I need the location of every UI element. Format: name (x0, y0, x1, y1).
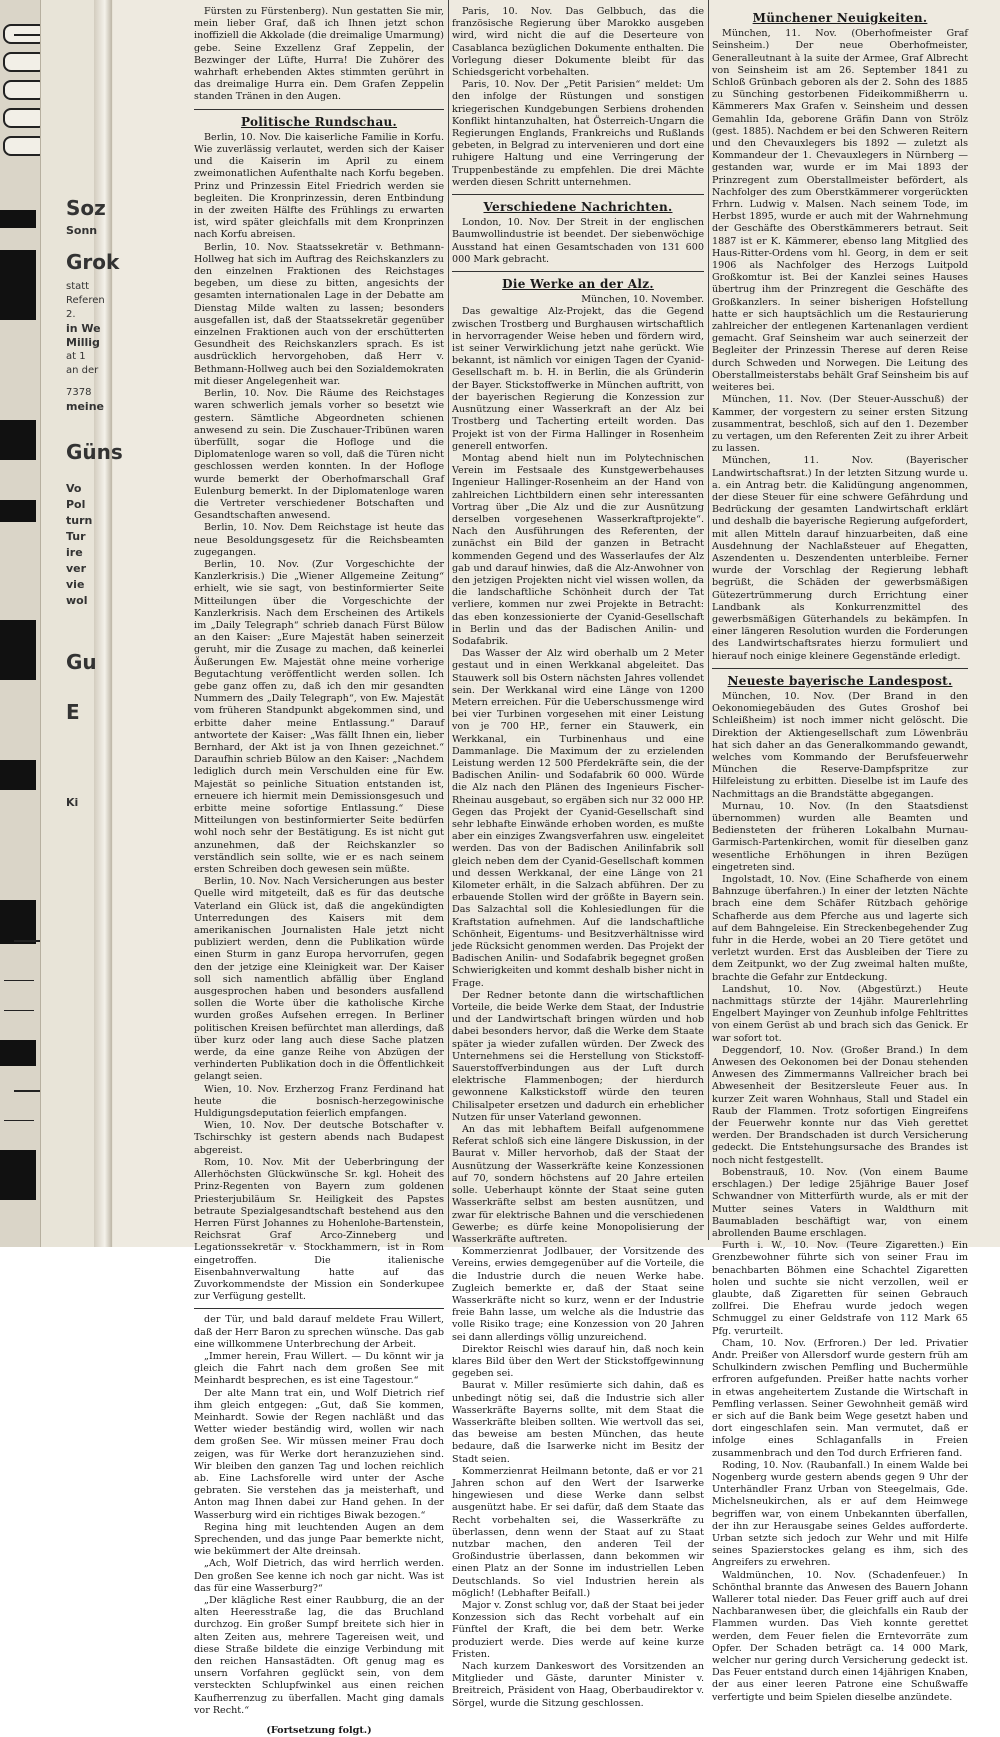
margin-fragment: Millig (66, 336, 100, 349)
margin-fragment: Tur (66, 530, 86, 543)
margin-fragment: statt (66, 281, 90, 292)
margin-fragment: 7378 (66, 387, 92, 398)
section-heading: Politische Rundschau. (240, 114, 398, 129)
continued-note: (Fortsetzung folgt.) (266, 1725, 372, 1737)
story-paragraph: „Immer herein, Frau Willert. — Du könnt wir ja gleich die Fahrt nach dem großen See mit Meinhardt besprechen, es ist eine Tagestour.“ (194, 1350, 444, 1387)
article-paragraph: London, 10. Nov. Der Streit in der englischen Baumwollindustrie ist beendet. Der siebenwöchige Ausstand hat einen Gesamtschaden von 131 600 000 Mark gebracht. (452, 217, 704, 265)
story-paragraph: Der alte Mann trat ein, und Wolf Dietrich rief ihm gleich entgegen: „Gut, daß Sie kommen, Meinhardt. Sowie der Regen nachläßt und das Wetter wieder beständig wird, wollen wir nach dem großen See. Wir müssen meiner Frau doch zeigen, was für Werke dort heranzuziehen sind. Wir bleiben den ganzen Tag und lochen reichlich ab. Eine Lachsforelle wird unter der Asche gebraten. Sie verstehen das ja meisterhaft, und Anton mag Ihnen dabei zur Hand gehen. In der Wasserburg wird ein richtiges Biwak bezogen.“ (194, 1387, 444, 1521)
black-margin-bar (0, 620, 36, 680)
story-paragraph: Regina hing mit leuchtenden Augen an dem Sprechenden, und das junge Paar bemerkte nicht, wie bekümmert der Alte dreinsah. (194, 1521, 444, 1558)
article-paragraph: Fürsten zu Fürstenberg). Nun gestatten Sie mir, mein lieber Graf, daß ich Ihnen jetzt schon inoffiziell die Akkolade (die dreimalige Umarmung) gebe. Seine Exzellenz Graf Zeppelin, der Bezwinger der Lüfte, Hurra! Die Zuhörer des wahrhaft erhebenden Aktes stimmten gerührt in das dreimalige Hurra ein. Dem Grafen Zeppelin standen Tränen in den Augen. (194, 6, 444, 103)
margin-fragment: meine (66, 400, 104, 413)
article-paragraph: Paris, 10. Nov. Der „Petit Parisien“ meldet: Um den infolge der Rüstungen und sonstigen kriegerischen Kundgebungen Serbiens drohenden Konflikt hintanzuhalten, hat Österreich-Ungarn die Regierungen Englands, Frankreichs und Rußlands gebeten, in Belgrad zu intervenieren und dort eine ruhigere Haltung und eine Verringerung der Truppenbestände zu empfehlen. Die drei Mächte werden diesen Schritt unternehmen. (452, 79, 704, 188)
margin-fragment: Güns (66, 440, 123, 464)
section-rule (452, 271, 704, 272)
article-paragraph: Major v. Zonst schlug vor, daß der Staat bei jeder Konzession sich das Recht vorbehalt auf ein Fünftel der Kraft, die bei dem betr. Werke produziert werde. Dies werde auf keine kurze Fristen. (452, 1600, 704, 1660)
article-paragraph: Berlin, 10. Nov. Die kaiserliche Familie in Korfu. Wie zuverlässig verlautet, werden sich der Kaiser und die Kaiserin im April zu einem zweimonatlichen Aufenthalte nach Korfu begeben. Prinz und Prinzessin Eitel Friedrich werden sie begleiten. Die Kronprinzessin, deren Entbindung in der zweiten Hälfte des Frühlings zu erwarten ist, wird später gleichfalls mit dem Kronprinzen nach Korfu abreisen. (194, 131, 444, 241)
article-paragraph: Berlin, 10. Nov. Nach Versicherungen aus bester Quelle wird mitgeteilt, daß es für das deutsche Vaterland ein Glück ist, daß die angekündigten Unterredungen des Kaisers mit dem amerikanischen Journalisten Hale jetzt nicht publiziert werden, denn die Publikation würde einen Sturm in ganz Europa hervorrufen, gegen den der jetzige eine Kleinigkeit war. Der Kaiser soll sich namentlich abfällig über England ausgesprochen haben und besonders ausfallend sollen die Worte über die katholische Kirche wurden großes Aufsehen erregen. In Berliner politischen Kreisen befürchtet man allerdings, daß über kurz oder lang auch diese Sache platzen werde, da eine ganze Reihe von Abzügen der verhinderten Publikation doch in die Öffentlichkeit gelangt seien. (194, 876, 444, 1083)
black-margin-bar (0, 760, 36, 790)
article-paragraph: Bobenstrauß, 10. Nov. (Von einem Baume erschlagen.) Der ledige 25jährige Bauer Josef Schwandner von Mitterfürth wurde, als er mit der Mutter seines Vaters in Waldthurn mit Baumabladen beschäftigt war, von einem abrollenden Baume erschlagen. (712, 1166, 968, 1239)
section-heading: Die Werke an der Alz. (502, 277, 654, 292)
margin-fragment: 2. (66, 309, 76, 320)
article-paragraph: Ingolstadt, 10. Nov. (Eine Schafherde von einem Bahnzuge überfahren.) In einer der letzten Nächte brach eine dem Schäfer Rützbach gehörige Schafherde aus dem Pferche aus und lagerte sich auf dem Bahngeleise. Ein Streckenbegehender Zug fuhr in die Herde, wobei an 20 Tiere getötet und verletzt wurden. Erst das Ausbleiben der Tiere zu dem Zeitpunkt, wo der Zug zweimal halten mußte, brachte die Gefahr zur Entdeckung. (712, 874, 968, 983)
story-paragraph: der Tür, und bald darauf meldete Frau Willert, daß der Herr Baron zu sprechen wünsche. Das gab eine willkommene Unterbrechung der Arbeit. (194, 1314, 444, 1350)
article-paragraph: Der Redner betonte dann die wirtschaftlichen Vorteile, die beide Werke dem Staat, der Industrie und der Landwirtschaft bringen würden und hob dabei besonders hervor, daß die Werke dem Staate später ja wieder zufallen würden. Der Zweck des Unternehmens sei die Herstellung von Stickstoff-Sauerstoffverbindungen aus der Luft durch elektrische Flammenbogen; der hierdurch gewonnene Kalkstickstoff würde den teuren Chilisalpeter ersetzen und dadurch ein erheblicher Nutzen für unser Vaterland gewonnen. (452, 989, 704, 1123)
section-rule (194, 109, 444, 110)
article-paragraph: Roding, 10. Nov. (Raubanfall.) In einem Walde bei Nogenberg wurde gestern abends gegen 9 Uhr der Unterhändler Franz Urban von Steegelmais, Gde. Michelsneukirchen, als er auf dem Heimwege begriffen war, von einem Unbekannten überfallen, der ihn zur Herausgabe seines Geldes aufforderte. Urban setzte sich jedoch zur Wehr und mit Hilfe seines Spazierstockes gelang es ihm, sich des Angreifers zu erwehren. (712, 1459, 968, 1569)
article-paragraph: Berlin, 10. Nov. Die Räume des Reichstages waren schwerlich jemals vorher so besetzt wie gestern. Sämtliche Abgeordneten schienen anwesend zu sein. Die Zuschauer-Tribünen waren überfüllt, sogar die Hofloge und die Diplomatenloge waren so voll, daß die Türen nicht geschlossen werden konnten. In der Hofloge wurde bemerkt der Oberhofmarschall Graf Eulenburg bemerkt. In der Diplomatenloge waren die Vertreter verschiedener Botschaften und Gesandtschaften anwesend. (194, 388, 444, 522)
margin-fragment: turn (66, 514, 93, 527)
black-margin-bar (0, 210, 36, 228)
article-paragraph: An das mit lebhaftem Beifall aufgenommene Referat schloß sich eine längere Diskussion, in der Baurat v. Miller hervorhob, daß der Staat der Ausnützung der Wasserkräfte keine Konzessionen auf 70, sondern höchstens auf 20 Jahre erteilen solle. Ueberhaupt könnte der Staat seine guten Wasserkräfte selbst am besten ausnützen, und zwar für elektrische Bahnen und die verschiedenen Gewerbe; es dürfe keine Monopolisierung der Wasserkräfte auftreten. (452, 1124, 704, 1245)
article-paragraph: Deggendorf, 10. Nov. (Großer Brand.) In dem Anwesen des Oekonomen bei der Donau stehenden Anwesen des Zimmermanns Vallreicher brach bei Abwesenheit der Besitzersleute Feuer aus. In kurzer Zeit waren Wohnhaus, Stall und Stadel ein Raub der Flammen. Trotz sofortigen Eingreifens der Feuerwehr konnte nur das Vieh gerettet werden. Der Brandschaden ist durch Versicherung gedeckt. Die Entstehungsursache des Brandes ist noch nicht festgestellt. (712, 1044, 968, 1166)
article-paragraph: Berlin, 10. Nov. Dem Reichstage ist heute das neue Besoldungsgesetz für die Reichsbeamten zugegangen. (194, 522, 444, 558)
margin-fragment: E (66, 700, 80, 724)
margin-fragment: Sonn (66, 224, 98, 237)
margin-rule (4, 1010, 34, 1011)
section-heading: Münchener Neuigkeiten. (752, 11, 928, 25)
margin-rule (4, 1120, 34, 1121)
column-politics (194, 6, 444, 1737)
column-news-alz (452, 6, 704, 1709)
margin-fragment: Grok (66, 250, 120, 274)
article-paragraph: München, 11. Nov. (Bayerischer Landwirtschaftsrat.) In der letzten Sitzung wurde u. a. ein Antrag betr. die Kalidüngung angenommen, der diese Steuer für eine schwere Gefährdung und Bedrückung der gesamten Landwirtschaft erklärt und deshalb die bayerische Regierung aufgefordert, mit allen Mitteln darauf hinzuarbeiten, daß eine Ausdehnung der Nachlaßsteuer auf Ehegatten, Aszendenten u. Deszendenten unterbleibe. Ferner wurde der Vorschlag der Regierung lebhaft begrüßt, die Schäden der gewerbsmäßigen Gütezertrümmerung durch Errichtung einer Landbank als Konkurrenzmittel des gewerbsmäßigen Güterhandels zu bekämpfen. In einer längeren Resolution wurden die Forderungen des Landwirtschaftsrates hierzu formuliert und hierauf noch einige kleinere Gegenstände erledigt. (712, 455, 968, 662)
margin-fragment: Gu (66, 650, 97, 674)
article-paragraph: Das gewaltige Alz-Projekt, das die Gegend zwischen Trostberg und Burghausen wirtschaftlich in hervorragender Weise heben und fördern wird, ist seiner Verwirklichung jetzt nahe gerückt. Wie bekannt, ist nämlich vor einigen Tagen der Cyanid-Gesellschaft m. b. H. in Berlin, die als Gründerin der Bayer. Stickstoffwerke in München auftritt, von der bayerischen Regierung die Konzession zur Ausnützung einer Wasserkraft an der Alz bei Trostberg und Tacherting erteilt worden. Das Projekt ist von der Firma Hallinger in Rosenheim generell entworfen. (452, 306, 704, 452)
page-fold (94, 0, 112, 1247)
article-paragraph: Baurat v. Miller resümierte sich dahin, daß es unbedingt nötig sei, daß die Industrie sich aller Wasserkräfte Bayerns sollte, mit dem Staat die Wasserkräfte bleiben sollten. Wie wertvoll das sei, das beweise am besten München, das heute bedaure, daß die Isarwerke nicht im Besitz der Stadt seien. (452, 1380, 704, 1465)
column-munich-news (712, 6, 968, 1703)
article-paragraph: Furth i. W., 10. Nov. (Teure Zigaretten.) Ein Grenzbewohner führte sich von seiner Frau im benachbarten Böhmen eine Schachtel Zigaretten holen und suchte sie nicht verzollen, weil er glaubte, daß Zigaretten für seinen Gebrauch zollfrei. Die Ehefrau wurde jedoch wegen Schmuggel zu einer Geldstrafe von 112 Mark 65 Pfg. verurteilt. (712, 1240, 968, 1337)
margin-rule (14, 1090, 40, 1092)
margin-fragment: Pol (66, 498, 86, 511)
margin-fragment: Soz (66, 196, 106, 220)
article-paragraph: Landshut, 10. Nov. (Abgestürzt.) Heute nachmittags stürzte der 14jähr. Maurerlehrling Engelbert Mayinger von Zeunhub infolge Fehltrittes von einem Gerüst ab und brach sich das Genick. Er war sofort tot. (712, 983, 968, 1044)
adjacent-page-strip (0, 0, 123, 1247)
article-paragraph: Cham, 10. Nov. (Erfroren.) Der led. Privatier Andr. Preißer von Allersdorf wurde gestern früh am Schulkindern zwischen Pemfling und Buchermühle erfroren aufgefunden. Preißer hatte nachts vorher in etwas angeheitertem Zustande die Wirtschaft in Pemfling verlassen. Seiner Gewohnheit gemäß wird er sich auf die Bank beim Wege gesetzt haben und dort eingeschlafen sein. Man vermutet, daß er infolge eines Schlaganfalls in Freien zusammenbrach und den Tod durch Erfrieren fand. (712, 1337, 968, 1459)
margin-fragment: ver (66, 562, 87, 575)
article-paragraph: Nach kurzem Dankeswort des Vorsitzenden an Mitglieder und Gäste, darunter Minister v. Breitreich, Präsident von Haag, Oberbaudirektor v. Sörgel, wurde die Sitzung geschlossen. (452, 1661, 704, 1709)
margin-rule (14, 940, 40, 942)
black-margin-bar (0, 420, 36, 460)
margin-fragment: Vo (66, 482, 82, 495)
margin-fragment: ire (66, 546, 83, 559)
margin-fragment: an der (66, 365, 99, 376)
article-paragraph: Wien, 10. Nov. Erzherzog Franz Ferdinand hat heute die bosnisch-herzegowinische Huldigungsdeputation feierlich empfangen. (194, 1083, 444, 1120)
article-paragraph: München, 11. Nov. (Oberhofmeister Graf Seinsheim.) Der neue Oberhofmeister, Generalleutnant à la suite der Armee, Graf Albrecht von Seinsheim ist am 26. September 1841 zu Schloß Grünbach geboren als der 2. Sohn des 1885 zu Sünching gestorbenen Fideikommißherrn u. Kämmerers Max Grafen v. Seinsheim und dessen Gemahlin Ida, geborene Gräfin Dann von Strölz (gest. 1885). Nachdem er bei den Schweren Reitern und den Chevauxlegers bis 1892 — zuletzt als Kommandeur der 1. Chevauxlegers in Nürnberg — gestanden war, wurde er im Mai 1893 der Prinzregent zum Oberstallmeister befördert, als Nachfolger des zum Oberstkämmerer vorgerückten Frhrn. Ludwig v. Malsen. Nach seinem Tode, im Herbst 1895, wurde er auch mit der Wahrnehmung der Geschäfte des Oberstkämmerers betraut. Seit 1887 ist er K. Kämmerer, ebenso lang Mitglied des Haus-Ritter-Ordens vom hl. Georg, in dem er seit 1906 als Nachfolger des Herzogs Luitpold Großkomtur ist. Bei der Kanzlei seines Hauses übertrug ihm der Prinzregent die Geschäfte des Großkanzlers. In seiner bisherigen Hofstellung hatte er sich hauptsächlich um die Restaurierung zahlreicher der entlegenen Kartenanlagen verdient gemacht. Graf Seinsheim war auch seinerzeit der Begleiter der Prinzessin Therese auf deren Reise durch Schweden und Norwegen. Die Leitung des Oberstallmeisterstabs behält Graf Seinsheim bis auf weiteres bei. (712, 28, 968, 394)
feuilleton-rule (194, 1308, 444, 1309)
article-paragraph: Waldmünchen, 10. Nov. (Schadenfeuer.) In Schönthal brannte das Anwesen des Bauern Johann Wallerer total nieder. Das Feuer griff auch auf drei Nachbaranwesen über, die gleichfalls ein Raub der Flammen wurden. Das Vieh konnte gerettet werden, dem Feuer fielen die Erntevorräte zum Opfer. Der Schaden beträgt ca. 14 000 Mark, welcher nur gering durch Versicherung gedeckt ist. Das Feuer entstand durch einen 14jährigen Knaben, der aus einer leeren Patrone eine Schußwaffe verfertigte und beim Spielen dieselbe anzündete. (712, 1569, 968, 1703)
story-paragraph: „Ach, Wolf Dietrich, das wird herrlich werden. Den großen See kenne ich noch gar nicht. Was ist das für eine Wasserburg?“ (194, 1558, 444, 1594)
margin-fragment: vie (66, 578, 85, 591)
black-margin-bar (0, 900, 36, 944)
margin-fragment: in We (66, 322, 101, 335)
margin-fragment: Ki (66, 796, 79, 809)
article-paragraph: Berlin, 10. Nov. Staatssekretär v. Bethmann-Hollweg hat sich im Auftrag des Reichskanzlers zu den einzelnen Fraktionen des Reichstages begeben, um diese zu bitten, angesichts der gesamten internationalen Lage in der Debatte am Dienstag Milde walten zu lassen; besonders ausgefallen ist, daß der Staatssekretär gegenüber einzelnen Fraktionen auch von der erschütterten Gesundheit des Reichskanzlers sprach. Es ist ausdrücklich hervorgehoben, daß Herr v. Bethmann-Hollweg auch bei den Sozialdemokraten mit dieser Angelegenheit war. (194, 241, 444, 387)
black-margin-bar (0, 1040, 36, 1066)
article-paragraph: Kommerzienrat Heilmann betonte, daß er vor 21 Jahren schon auf den Wert der Isarwerke hingewiesen und diese Werke dann selbst ausgenützt habe. Er sei dafür, daß dem Staate das Recht vorbehalten sei, die Wasserkräfte zu überlassen, denn wenn der Staat auf zu Staat nutzbar machen, den anderen Teil der Großindustrie überlassen, dann bekommen wir einen Platz an der Sonne im industriellen Leben Deutschlands. So viel Industrien herein als möglich! (Lebhafter Beifall.) (452, 1465, 704, 1599)
article-paragraph: München, 11. Nov. (Der Steuer-Ausschuß) der Kammer, der vorgestern zu seiner ersten Sitzung zusammentrat, beschloß, sich auf den 1. Dezember zu vertagen, um den Referenten Zeit zu ihrer Arbeit zu lassen. (712, 394, 968, 455)
margin-fragment: at 1 (66, 351, 86, 362)
black-margin-bar (0, 1150, 36, 1200)
column-rule (708, 0, 709, 1240)
section-heading: Verschiedene Nachrichten. (483, 200, 673, 215)
story-paragraph: „Der klägliche Rest einer Raubburg, die an der alten Heeresstraße lag, die das Bruchland durchzog. Ein großer Sumpf breitete sich hier in alten Zeiten aus, mehrere Tagereisen weit, und diese Straße bildete die einzige Verbindung mit den reichen Hansastädten. Oft genug mag es unsern Vorfahren geglückt sein, von dem versteckten Schlupfwinkel aus einen reichen Kaufherrenzug zu überfallen. Macht ging damals vor Recht.“ (194, 1595, 444, 1716)
article-paragraph: München, 10. Nov. (Der Brand in den Oekonomiegebäuden des Gutes Groshof bei Schleißheim) ist noch immer nicht gelöscht. Die Direktion der Aktiengesellschaft zum Löwenbräu hat sich daher an das Generalkommando gewandt, welches vom Kommando der Berufsfeuerwehr München die Reserve-Dampfspritze zur Hilfeleistung zu erbitten. Dieselbe ist im Laufe des Nachmittags an die Brandstätte abgegangen. (712, 690, 968, 800)
article-paragraph: Murnau, 10. Nov. (In den Staatsdienst übernommen) wurden alle Beamten und Bediensteten der früheren Lokalbahn Murnau-Garmisch-Partenkirchen, womit für dieselben ganz wesentliche Erhöhungen in ihren Bezügen eingetreten sind. (712, 800, 968, 873)
black-margin-bar (0, 250, 36, 320)
section-heading: Neueste bayerische Landespost. (727, 673, 953, 688)
margin-rule (14, 34, 40, 36)
dateline: München, 10. November. (581, 294, 704, 306)
margin-fragment: Referen (66, 295, 105, 306)
article-paragraph: Direktor Reischl wies darauf hin, daß noch kein klares Bild über den Wert der Stickstoffgewinnung gegeben sei. (452, 1343, 704, 1380)
black-margin-bar (0, 500, 36, 522)
margin-rule (4, 980, 34, 981)
article-paragraph: Kommerzienrat Jodlbauer, der Vorsitzende des Vereins, erwies demgegenüber auf die Vorteile, die die Industrie durch die neuen Werke habe. Zugleich bemerkte er, daß der Staat seine Wasserkräfte nicht so kurz, wenn er der Industrie freie Bahn lasse, um welche als die Industrie das volle Risiko trage; eine Konzession von 20 Jahren sei dann allerdings völlig unzureichend. (452, 1246, 704, 1343)
article-paragraph: Rom, 10. Nov. Mit der Ueberbringung der Allerhöchsten Glückwünsche Sr. kgl. Hoheit des Prinz-Regenten von Bayern zum goldenen Priesterjubiläum Sr. Heiligkeit des Papstes betraute Spezialgesandtschaft bestehend aus den Herren Fürst Johannes zu Hohenlohe-Bartenstein, Reichsrat Graf Arco-Zinneberg und Legationssekretär v. Stockhammern, ist in Rom eingetroffen. Die italienische Eisenbahnverwaltung hatte auf das Zuvorkommendste der Mission ein Sonderkupee zur Verfügung gestellt. (194, 1156, 444, 1303)
margin-fragment: wol (66, 594, 88, 607)
article-paragraph: Montag abend hielt nun im Polytechnischen Verein im Festsaale des Kunstgewerbehauses Ingenieur Hallinger-Rosenheim an der Hand von zahlreichen Lichtbildern einen sehr interessanten Vortrag über „Die Alz und die zur Ausnützung derselben vorgesehenen Wasserkraftprojekte“. Nach den Ausführungen des Referenten, der zunächst ein Bild der ganzen in Betracht kommenden Gegend und des Wasserlaufes der Alz gab und darauf hinwies, daß die Alz-Anwohner von den jetzigen Projekten nicht viel wissen wollen, da die landschaftliche Schönheit durch der Tat verliere, kommen nur zwei Projekte in Betracht: das eben konzessionierte der Cyanid-Gesellschaft in Berlin und das der Badischen Anilin- und Sodafabrik. (452, 452, 704, 647)
article-paragraph: Berlin, 10. Nov. (Zur Vorgeschichte der Kanzlerkrisis.) Die „Wiener Allgemeine Zeitung“ erhielt, wie sie sagt, von bestinformierter Seite Mitteilungen über die Vorgeschichte der Kanzlerkrisis. Nach dem Erscheinen des Artikels im „Daily Telegraph“ schrieb danach Fürst Bülow an den Kaiser: „Eure Majestät haben seinerzeit geruht, mir die Zusage zu machen, daß keinerlei Äußerungen Ew. Majestät ohne meine vorherige Begutachtung veröffentlicht werden sollen. Ich gebe ganz offen zu, daß ich den mir gesandten Nummern des „Daily Telegraph“, von Ew. Majestät vom früheren Standpunkt abgekommen sind, und erbitte daher meine Entlassung.“ Darauf antwortete der Kaiser: „Was fällt Ihnen ein, lieber Bernhard, der Akt ist ja von Ihnen gezeichnet.“ Daraufhin schrieb Bülow an den Kaiser: „Nachdem lediglich durch mein Verschulden eine für Ew. Majestät so peinliche Situation entstanden ist, erneuere ich hiermit mein Demissionsgesuch und erbitte meine sofortige Entlassung.“ Diese Mitteilungen von bestinformierter Seite bedürfen wohl noch sehr der Bestätigung. Es ist nicht gut anzunehmen, daß der Reichskanzler so verständlich sein sollte, wie er es nach seinem ersten Schreiben doch gewesen sein müßte. (194, 558, 444, 876)
article-paragraph: Das Wasser der Alz wird oberhalb um 2 Meter gestaut und in einen Werkkanal abgeleitet. Das Stauwerk soll bis Ostern nächsten Jahres vollendet sein. Der Werkkanal wird eine Länge von 1200 Metern erreichen. Für die Ueberschussmenge wird bei vier Turbinen vorgesehen mit einer Leistung von je 700 HP., ferner ein Stauwerk, ein Werkkanal, ein Turbinenhaus und eine Dammanlage. Die Maximum der zu erzielenden Leistung werden 12 500 Pferdekräfte sein, die der Badischen Anilin- und Sodafabrik 60 000. Würde die Alz nach den Plänen des Ingenieurs Fischer-Rheinau ausgebaut, so ergäben sich nur 32 000 HP. Gegen das Projekt der Cyanid-Gesellschaft sind sehr lebhafte Einwände erhoben worden, es mußte aber ein einziges Zwangsverfahren usw. eingeleitet werden. Das von der Badischen Anilinfabrik soll gleich neben dem der Cyanid-Gesellschaft kommen und dessen Werkkanal, der eine Länge von 21 Kilometer erhält, in die Salzach abführen. Der zu erbauende Stollen wird der größte in Bayern sein. Das Salzachtal soll die Kohlesiedlungen für die Kraftstation aufnehmen. Auf die landschaftliche Schönheit, Eigentums- und Besitzverhältnisse wird jede Rücksicht genommen werden. Das Projekt der Badischen Anilin- und Sodafabrik begegnet großen Schwierigkeiten und kommt deshalb bisher nicht in Frage. (452, 648, 704, 989)
article-paragraph: Paris, 10. Nov. Das Gelbbuch, das die französische Regierung über Marokko ausgeben wird, wird nicht die auf die Deserteure von Casablanca bezüglichen Dokumente enthalten. Die Vorlegung dieser Dokumente bleibt für das Schiedsgericht vorbehalten. (452, 6, 704, 79)
article-paragraph: Wien, 10. Nov. Der deutsche Botschafter v. Tschirschky ist gestern abends nach Budapest abgereist. (194, 1120, 444, 1156)
column-rule (448, 0, 449, 1240)
section-rule (452, 194, 704, 195)
section-rule (712, 668, 968, 669)
